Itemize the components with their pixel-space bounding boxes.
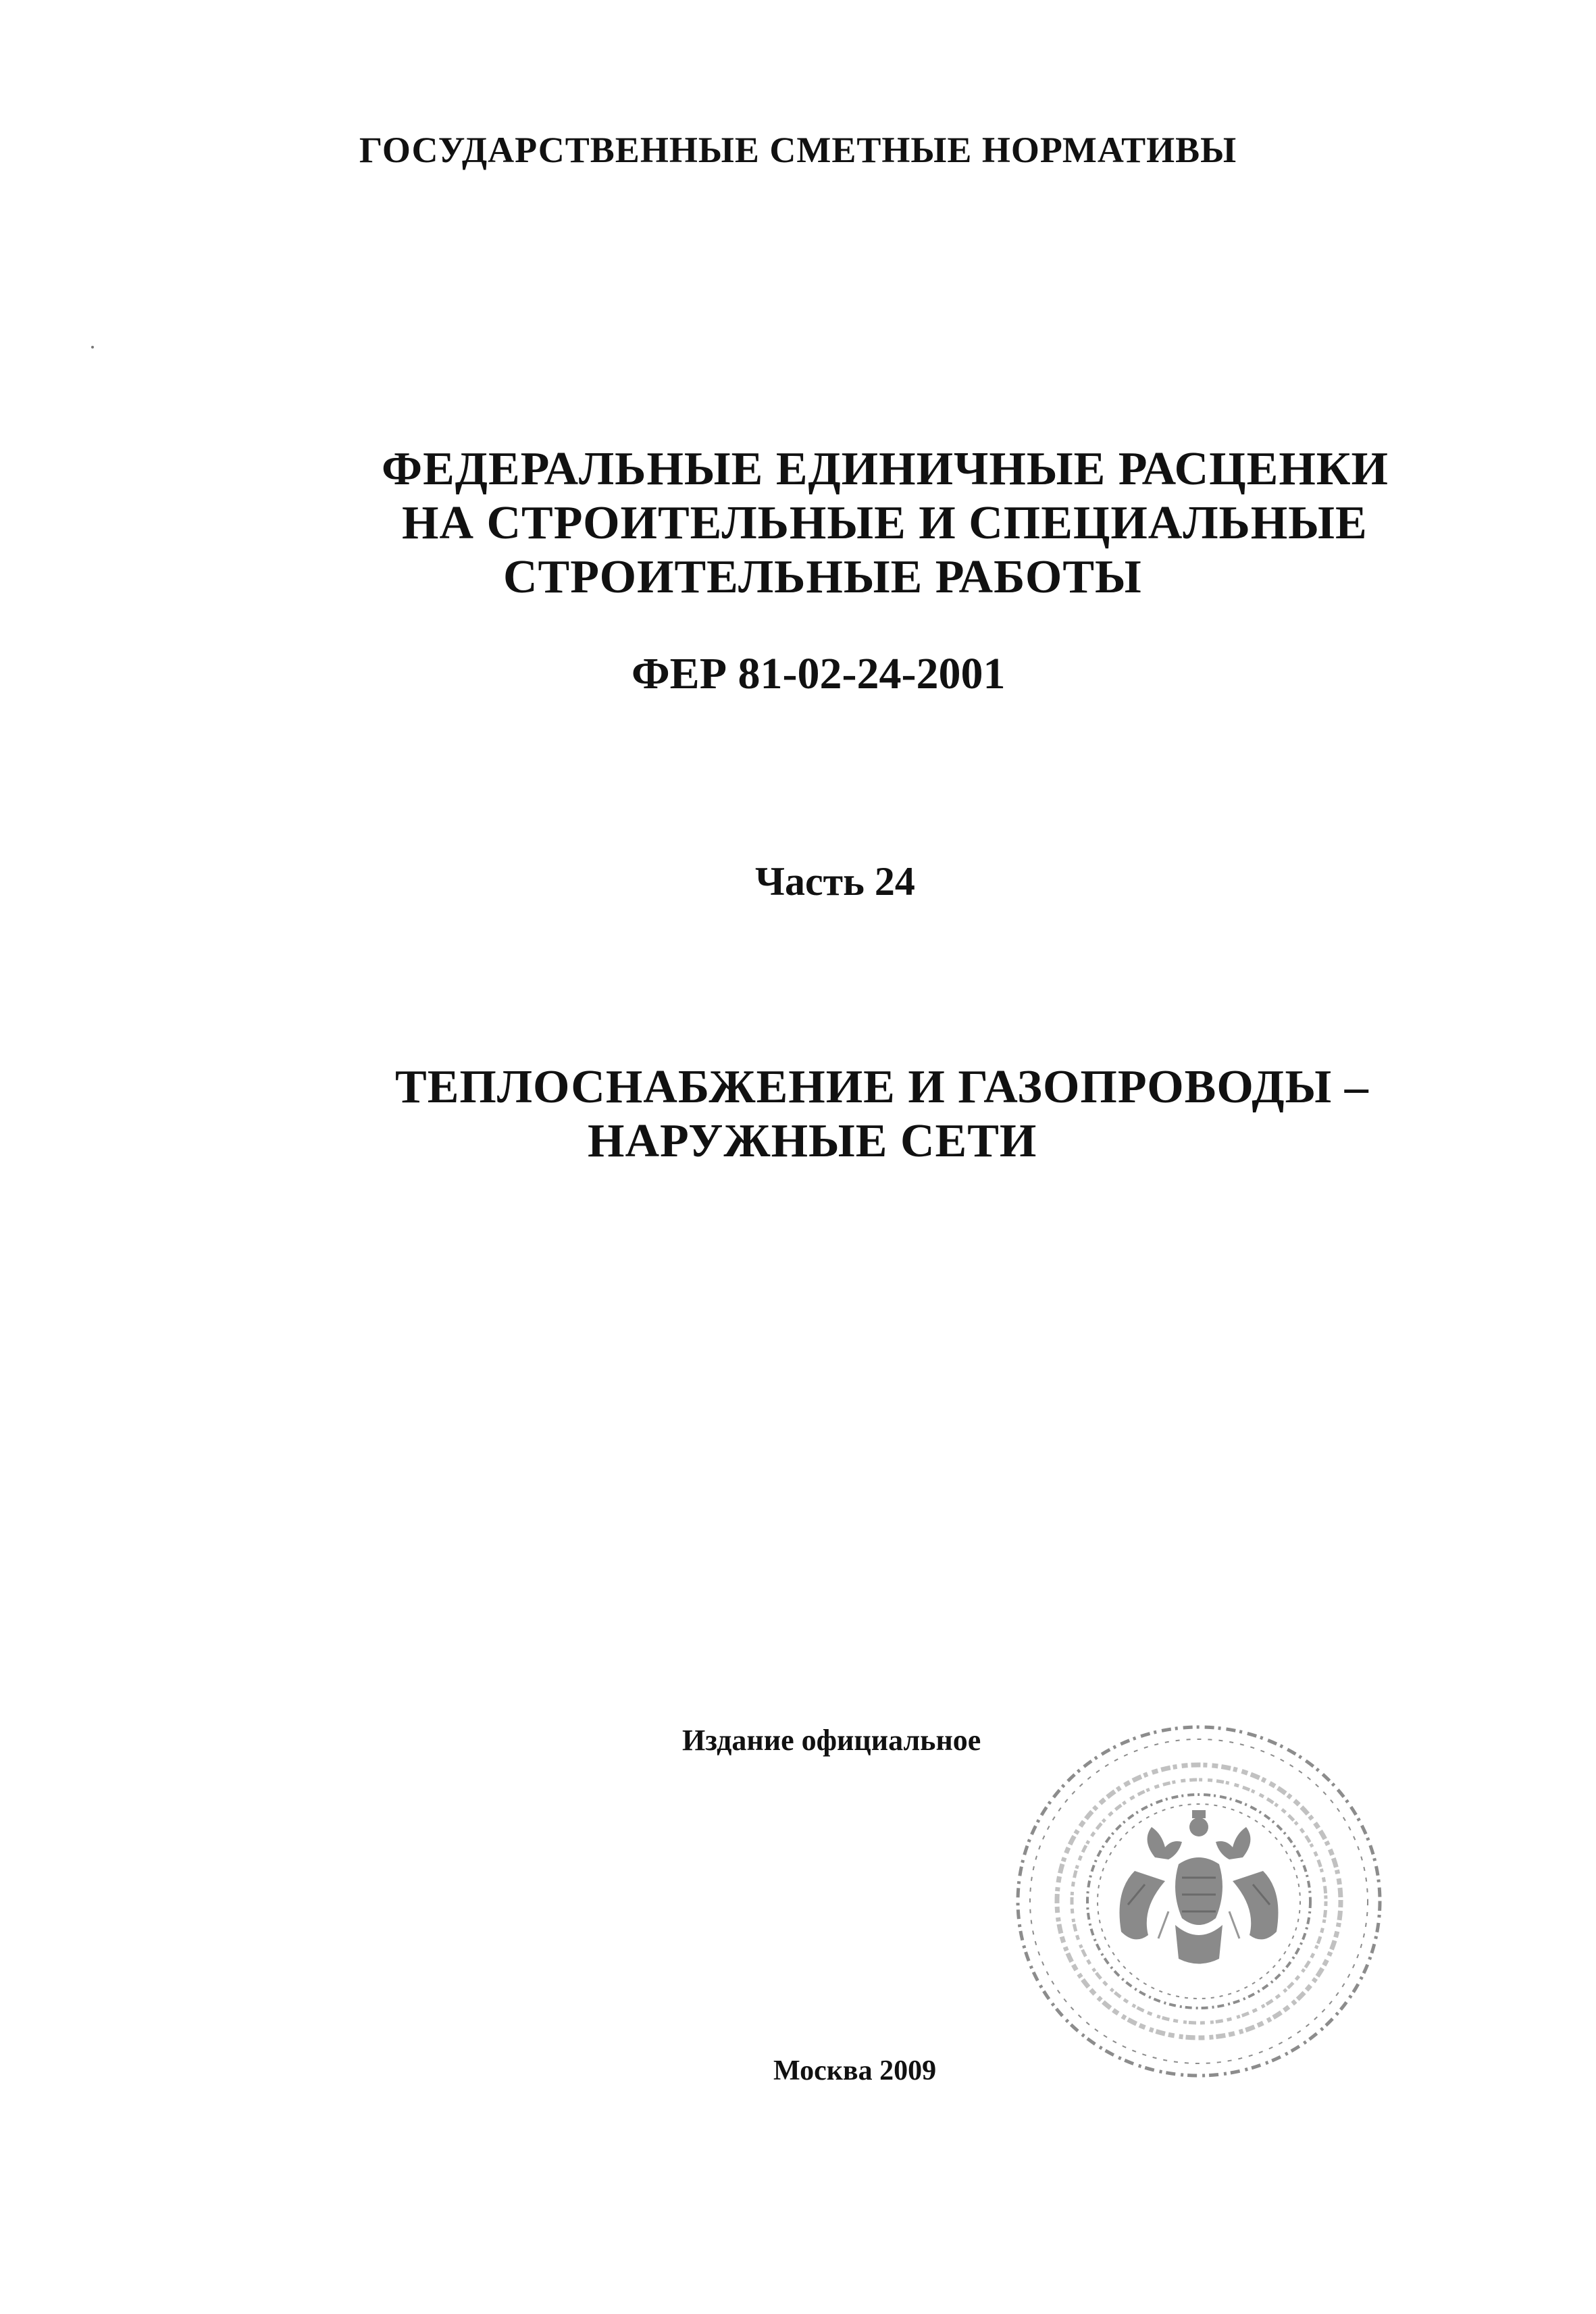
official-seal <box>1000 1709 1398 2094</box>
title-line-2: НА СТРОИТЕЛЬНЫЕ И СПЕЦИАЛЬНЫЕ <box>402 497 1368 549</box>
publication-city-year: Москва 2009 <box>773 2055 937 2086</box>
subject-line-1: ТЕПЛОСНАБЖЕНИЕ И ГАЗОПРОВОДЫ – <box>395 1061 1369 1113</box>
part-number: Часть 24 <box>755 859 915 904</box>
title-line-3: СТРОИТЕЛЬНЫЕ РАБОТЫ <box>503 551 1142 603</box>
document-header: ГОСУДАРСТВЕННЫЕ СМЕТНЫЕ НОРМАТИВЫ <box>359 130 1237 170</box>
scan-speck <box>91 346 94 349</box>
document-code: ФЕР 81-02-24-2001 <box>632 649 1006 698</box>
edition-label: Издание официальное <box>682 1724 981 1757</box>
title-line-1: ФЕДЕРАЛЬНЫЕ ЕДИНИЧНЫЕ РАСЦЕНКИ <box>382 443 1389 495</box>
subject-line-2: НАРУЖНЫЕ СЕТИ <box>588 1115 1037 1167</box>
